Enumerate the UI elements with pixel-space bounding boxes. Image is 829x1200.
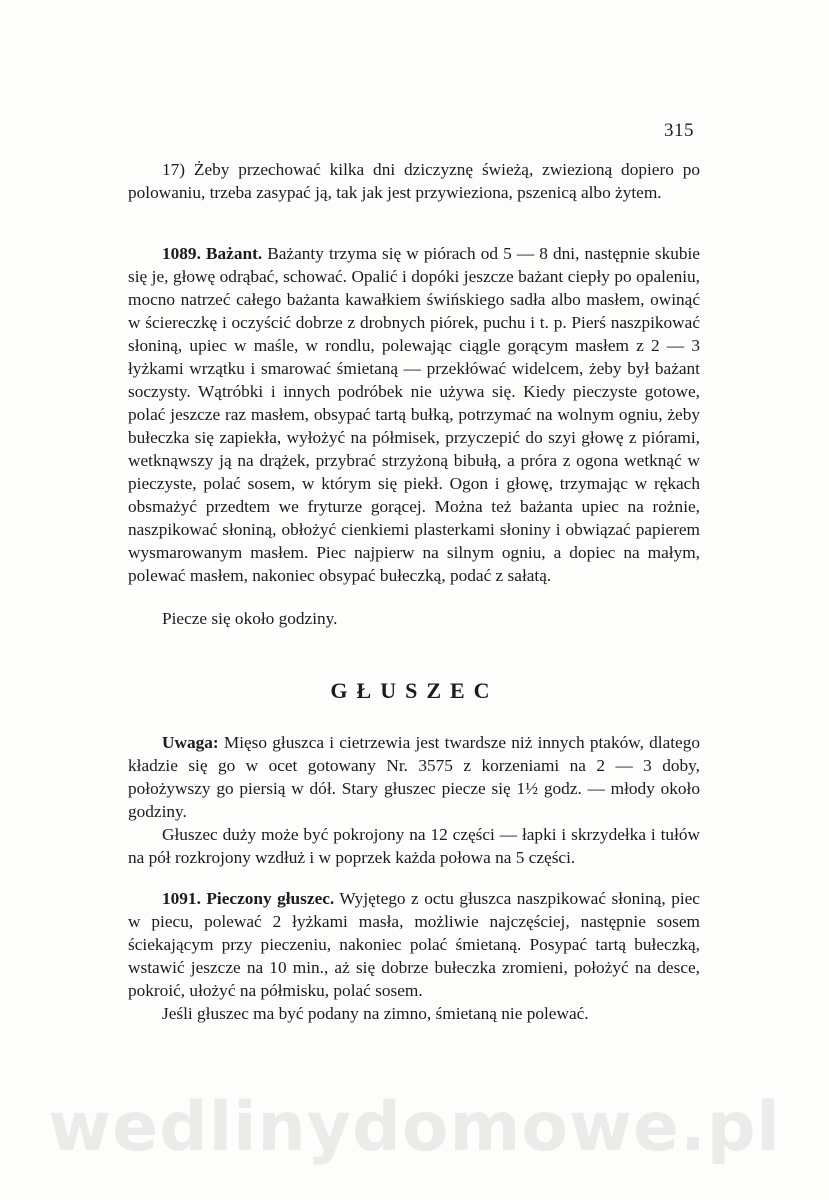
recipe-1091-paragraph bbox=[128, 887, 700, 1002]
uwaga-paragraph bbox=[128, 731, 700, 823]
gluszec-split-note bbox=[128, 823, 700, 869]
uwaga-body: Mięso głuszca i cietrzewia jest twardsze niż innych ptaków, dlatego kładzie się go w ocet gotowany Nr. 3575 z korzeniami na 2 — 3 doby, położywszy go piersią w dół. Stary głuszec piecze się 1½ godz. — młody około godziny. bbox=[128, 733, 700, 821]
recipe-1089-body: Bażanty trzyma się w piórach od 5 — 8 dni, następnie skubie się je, głowę odrąbać, schować. Opalić i dopóki jeszcze bażant ciepły po opaleniu, mocno natrzeć całego bażanta kawałkiem świńskiego sadła albo masłem, owinąć w ściereczkę i oczyścić dobrze z drobnych piórek, puchu i t. p. Pierś naszpikować słoniną, upiec w maśle, w rondlu, polewając ciągle gorącym masłem z 2 — 3 łyżkami wrzątku i smarować śmietaną — przekłówać widelcem, żeby był bażant soczysty. Wątróbki i innych podróbek nie używa się. Kiedy pieczyste gotowe, polać jeszcze raz masłem, obsypać tartą bułką, potrzymać na wolnym ogniu, żeby bułeczka się zapiekła, wyłożyć na półmisek, przyczepić do szyi głowę z piórami, wetknąwszy ją na drążek, przybrać strzyżoną bibułą, a próra z ogona wetknąć w pieczyste, polać sosem, w którym się piekł. Ogon i głowę, trzymając w rękach obsmażyć przedtem we fryturze gorącej. Można też bażanta upiec na rożnie, naszpikować słoniną, obłożyć cienkiemi plasterkami słoniny i obwiązać papierem wysmarowanym masłem. Piec najpierw na silnym ogniu, a dopiec na małym, polewać masłem, nakoniec obsypać bułeczką, podać z sałatą. bbox=[128, 244, 700, 585]
recipe-1089-time: Piecze się około godziny. bbox=[162, 609, 338, 628]
note-17 bbox=[128, 158, 700, 204]
recipe-1089-time-block bbox=[128, 607, 700, 630]
section-title: GŁUSZEC bbox=[330, 678, 499, 703]
recipe-1091-heading: 1091. Pieczony głuszec. bbox=[162, 889, 335, 908]
gluszec-split-paragraph: Głuszec duży może być pokrojony na 12 części — łapki i skrzydełka i tułów na pół rozkrojony wzdłuż i w poprzek każda połowa na 5 części. bbox=[128, 825, 700, 867]
recipe-1089-heading: 1089. Bażant. bbox=[162, 244, 263, 263]
recipe-1091-cold-note: Jeśli głuszec ma być podany na zimno, śmietaną nie polewać. bbox=[162, 1004, 589, 1023]
page-number: 315 bbox=[664, 120, 694, 141]
recipe-1089 bbox=[128, 242, 700, 587]
uwaga-label: Uwaga: bbox=[162, 733, 219, 752]
watermark: wedlinydomowe.pl bbox=[48, 1088, 781, 1167]
recipe-1091-body: Wyjętego z octu głuszca naszpikować słoniną, piec w piecu, polewać 2 łyżkami masła, możliwie najczęściej, następnie sosem ściekającym przy pieczeniu, nakoniec polać śmietaną. Posypać tartą bułeczką, wstawić jeszcze na 10 min., aż się dobrze bułeczka zromieni, położyć na desce, pokroić, ułożyć na półmisku, polać sosem. bbox=[128, 889, 700, 1000]
recipe-1091 bbox=[128, 887, 700, 1025]
note-17-paragraph: 17) Żeby przechować kilka dni dziczyznę świeżą, zwiezioną dopiero po polowaniu, trzeba zasypać ją, tak jak jest przywieziona, pszenicą albo żytem. bbox=[128, 160, 700, 202]
uwaga-note bbox=[128, 731, 700, 823]
recipe-1089-paragraph bbox=[128, 242, 700, 587]
